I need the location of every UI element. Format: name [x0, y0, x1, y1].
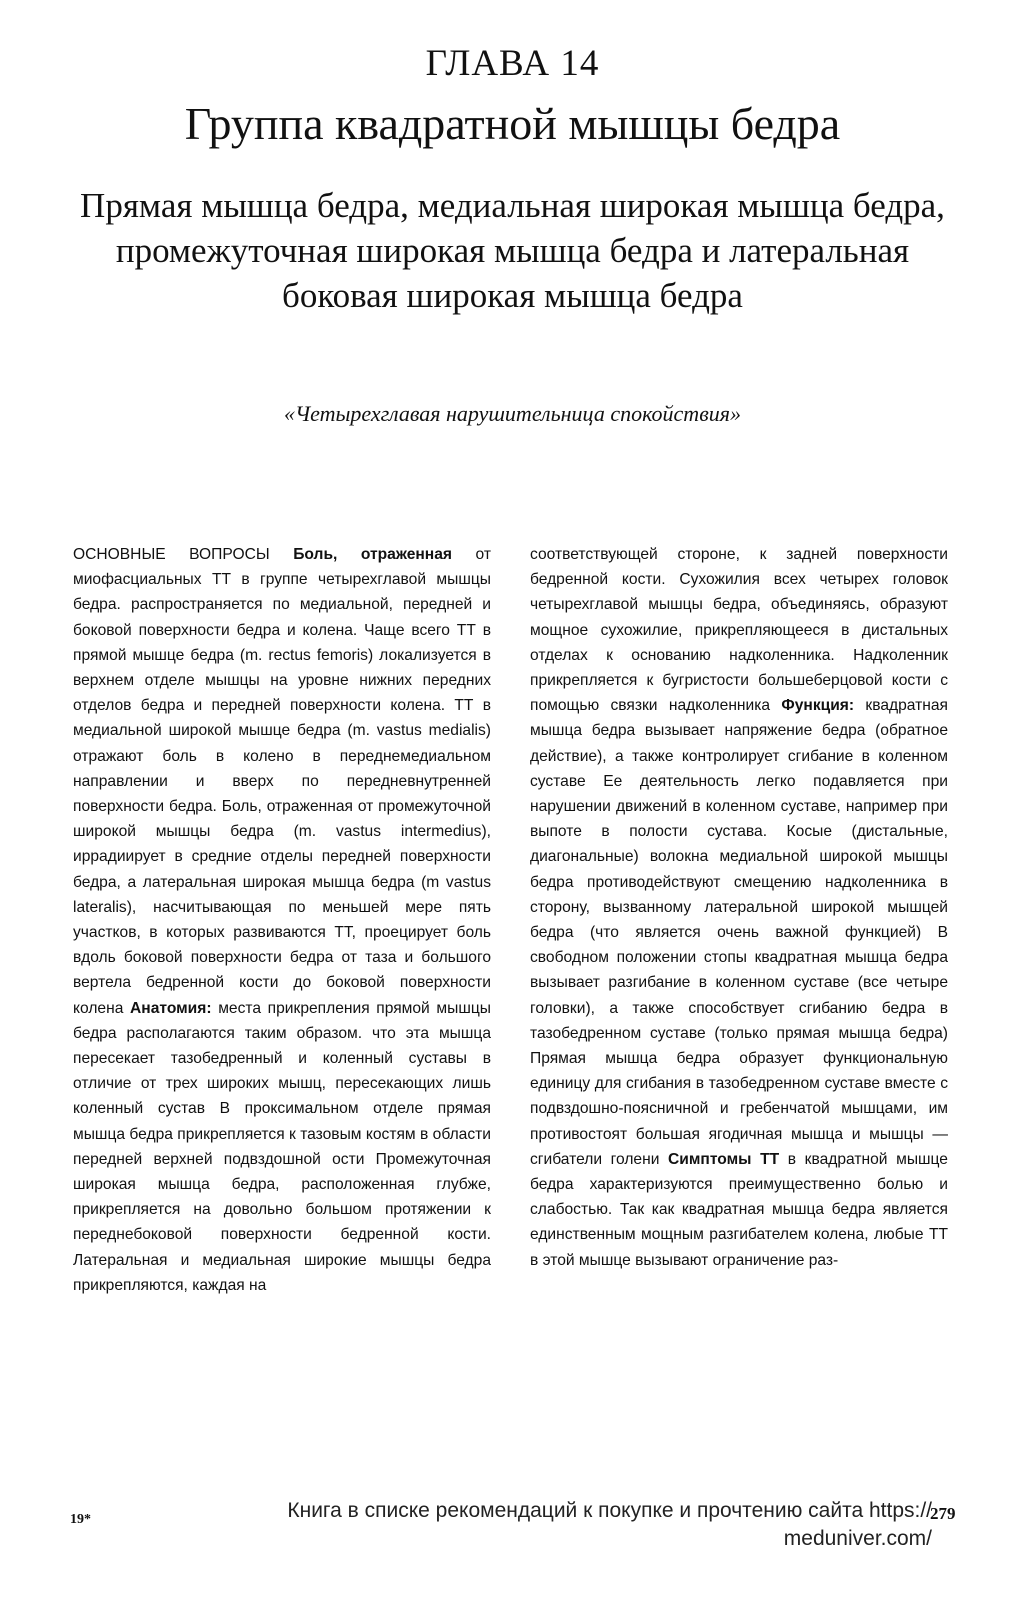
anatomy-heading: Анатомия:	[130, 999, 212, 1017]
epigraph: «Четырехглавая нарушительница спокойствия»	[284, 401, 741, 426]
watermark-line-1: Книга в списке рекомендаций к покупке и прочтению сайта https://	[287, 1499, 932, 1522]
watermark-line-2: meduniver.com/	[783, 1527, 932, 1550]
function-heading: Функция:	[781, 697, 855, 715]
body-text: соответствующей стороне, к задней поверхности бедренной кости. Сухожилия всех четырех головок четырехглавой мышцы бедра, объединяясь, образуют мощное сухожилие, прикрепляющееся в дистальных отделах к основанию надколенника. Надколенник прикрепляется к бугристости большеберцовой кости с помощью связки надколенника	[530, 546, 948, 715]
chapter-title: Группа квадратной мышцы бедра	[184, 98, 841, 149]
page-number: 279	[930, 1504, 956, 1523]
body-text: места прикрепления прямой мышцы бедра располагаются таким образом. что эта мышца пересекает тазобедренный и коленный суставы в отличие от трех широких мышц, пересекающих лишь коленный сустав В проксимальном отделе прямая мышца бедра прикрепляется к тазовым костям в области передней верхней подвздошной ости Промежуточная широкая мышца бедра, расположенная глубже, прикрепляется на довольно большом протяжении к переднебоковой поверхности бедренной кости. Латеральная и медиальная широкие мышцы бедра прикрепляются, каждая на	[73, 999, 491, 1294]
body-text: квадратная мышца бедра вызывает напряжение бедра (обратное действие), а также контролирует сгибание в коленном суставе Ее деятельность легко подавляется при нарушении движений в коленном суставе, например при выпоте в полости сустава. Косые (дистальные, диагональные) волокна медиальной широкой мышцы бедра противодействуют смещению надколенника в сторону, вызванному латеральной широкой мышцей бедра (что является очень важной функцией) В свободном положении стопы квадратная мышца бедра вызывает разгибание в коленном суставе (все четыре головки), а также способствует сгибанию бедра в тазобедренном суставе (только прямая мышца бедра) Прямая мышца бедра образует функциональную единицу для сгибания в тазобедренном суставе вместе с подвздошно-поясничной и гребенчатой мышцами, им противостоят большая ягодичная мышца и мышцы — сгибатели голени	[530, 697, 948, 1168]
chapter-subtitle: Прямая мышца бедра, медиальная широкая мышца бедра, промежуточная широкая мышца бедра и латеральная боковая широкая мышца бедра	[80, 186, 945, 315]
body-text: в квадратной мышце бедра характеризуются преимущественно болью и слабостью. Так как квадратная мышца бедра является единственным мощным разгибателем колена, любые ТТ в этой мышце вызывают ограничение раз-	[530, 1150, 948, 1269]
chapter-label: ГЛАВА 14	[425, 43, 600, 84]
signature-mark: 19*	[70, 1512, 91, 1527]
symptoms-heading: Симптомы ТТ	[668, 1150, 780, 1168]
body-column-left	[73, 542, 491, 1298]
body-column-right	[530, 542, 948, 1273]
section-lead-caps: ОСНОВНЫЕ ВОПРОСЫ	[73, 546, 270, 563]
site-watermark	[112, 1497, 932, 1553]
section-lead-bold: Боль, отраженная	[293, 546, 452, 563]
body-text: от миофасциальных ТТ в группе четырехглавой мышцы бедра. распространяется по медиальной, передней и боковой поверхности бедра и колена. Чаще всего ТТ в прямой мышце бедра (m. rectus femoris) локализуется в верхнем отделе мышцы на уровне нижних передних отделов бедра и передней поверхности колена. ТТ в медиальной широкой мышце бедра (m. vastus medialis) отражают боль в колено в переднемедиальном направлении и вверх по передневнутренней поверхности бедра. Боль, отраженная от промежуточной широкой мышцы бедра (m. vastus intermedius), иррадиирует в средние отделы передней поверхности бедра, а латеральная широкая мышца бедра (m vastus lateralis), насчитывающая по меньшей мере пять участков, в которых развиваются ТТ, проецирует боль вдоль боковой поверхности бедра от таза и большого вертела бедренной кости до боковой поверхности колена	[73, 546, 491, 1017]
